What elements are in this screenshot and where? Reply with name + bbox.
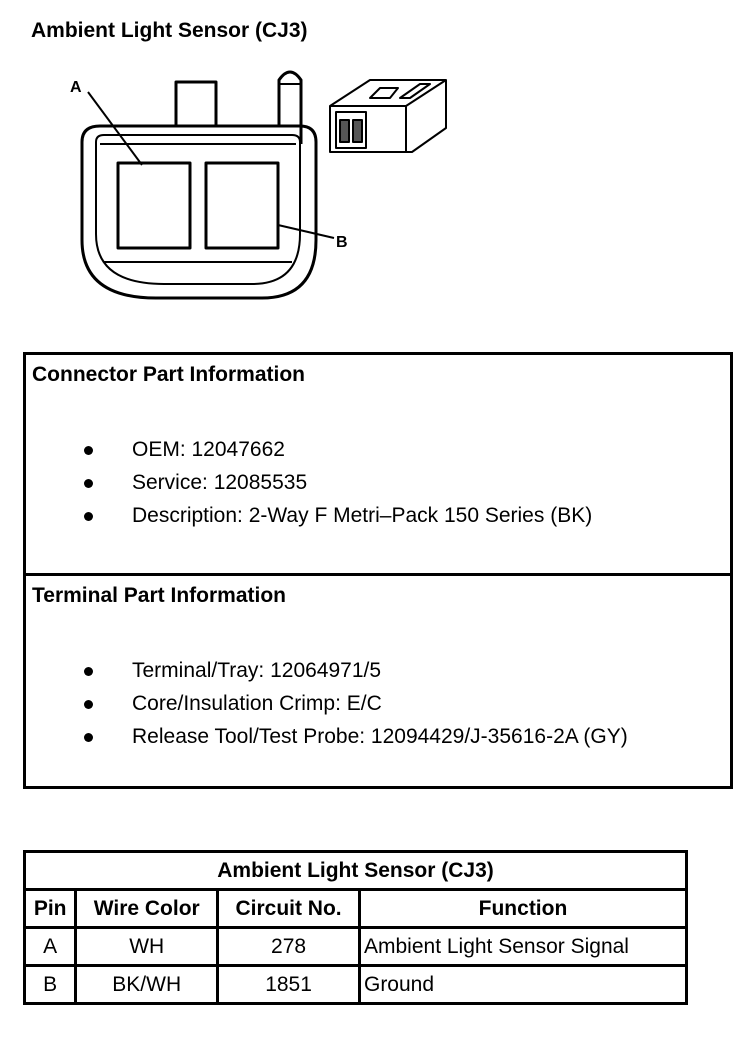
table-title: Ambient Light Sensor (CJ3): [25, 852, 687, 890]
bullet-icon: [84, 479, 93, 488]
cell-circuit-no: 278: [218, 928, 360, 966]
connector-part-heading: Connector Part Information: [32, 363, 306, 386]
part-info-box: [23, 352, 733, 789]
cell-function: Ground: [359, 966, 686, 1004]
cell-wire-color: WH: [76, 928, 218, 966]
cell-pin: B: [25, 966, 76, 1004]
label-b: B: [336, 234, 348, 251]
header-pin: Pin: [25, 890, 76, 928]
bullet-icon: [84, 512, 93, 521]
cell-circuit-no: 1851: [218, 966, 360, 1004]
connector-diagram: [0, 0, 752, 320]
bullet-icon: [84, 667, 93, 676]
header-wire-color: Wire Color: [76, 890, 218, 928]
terminal-part-heading: Terminal Part Information: [32, 584, 286, 607]
header-circuit-no: Circuit No.: [218, 890, 360, 928]
table-title-row: [25, 852, 687, 890]
table-row: [25, 966, 687, 1004]
connector-latch: [279, 72, 301, 144]
cell-pin: A: [25, 928, 76, 966]
connector-3d-view: [330, 80, 446, 152]
cell-wire-color: BK/WH: [76, 966, 218, 1004]
pin-table: [23, 850, 688, 1005]
cell-function: Ambient Light Sensor Signal: [359, 928, 686, 966]
bullet-icon: [84, 446, 93, 455]
leader-b: [278, 225, 334, 238]
terminal-part-section: Terminal Part Information Terminal/Tray: 12064971/5 Core/Insulation Crimp: E/C Release Tool/Test Probe: 12094429/J-35616-2A (GY): [26, 573, 730, 789]
table-row: [25, 928, 687, 966]
connector-top-tab: [176, 82, 216, 126]
page-title: Ambient Light Sensor (CJ3): [31, 19, 308, 42]
label-a: A: [70, 79, 82, 96]
header-function: Function: [359, 890, 686, 928]
cavity-a: [118, 163, 190, 248]
bullet-icon: [84, 700, 93, 709]
table-header-row: [25, 890, 687, 928]
bullet-icon: [84, 733, 93, 742]
cavity-b: [206, 163, 278, 248]
connector-part-section: Connector Part Information OEM: 12047662 Service: 12085535 Description: 2-Way F Metri–Pack 150 Series (BK): [32, 363, 593, 527]
